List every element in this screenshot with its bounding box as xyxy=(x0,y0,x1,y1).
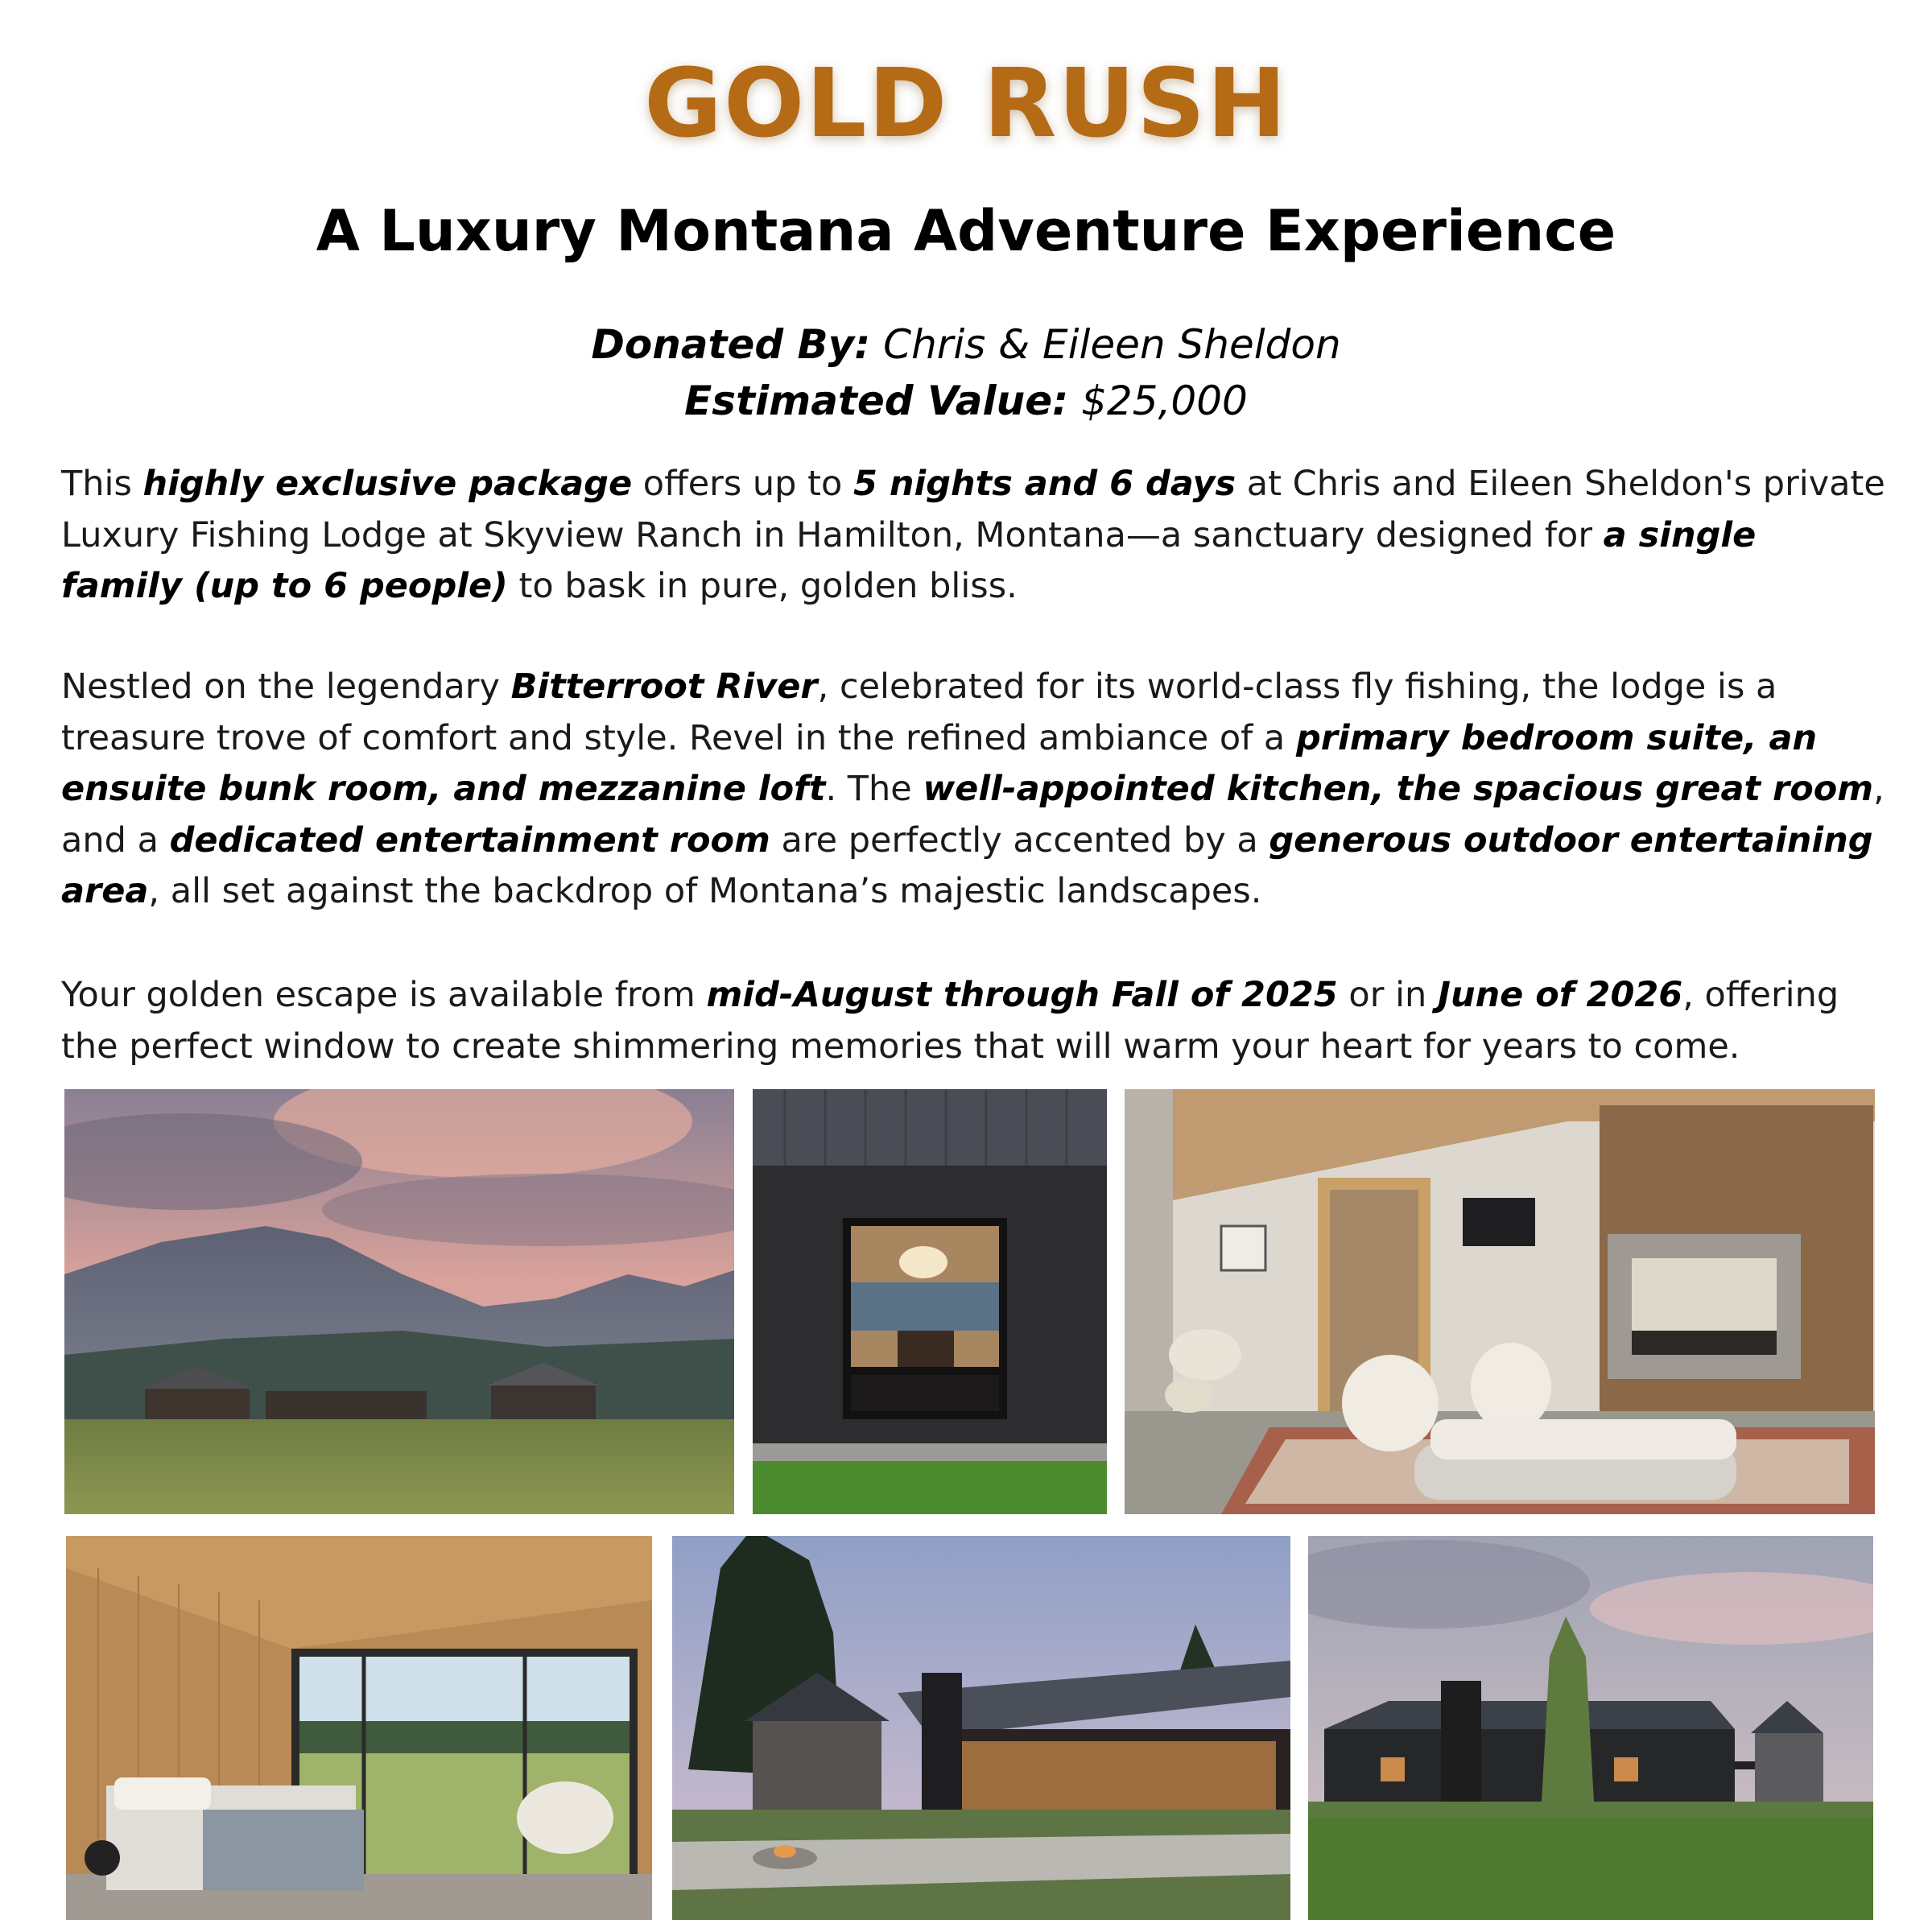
estimated-value-line xyxy=(0,373,1932,429)
great-room-fireplace-photo xyxy=(1125,1089,1875,1514)
donor-names: Chris & Eileen Sheldon xyxy=(883,321,1341,368)
text-run: to bask in pure, golden bliss. xyxy=(507,566,1018,606)
emphasis-run: June of 2026 xyxy=(1437,975,1683,1015)
text-run: . The xyxy=(825,769,923,809)
page-title: GOLD RUSH xyxy=(644,47,1288,159)
text-run: , offering the perfect window to create shimmering memories that will warm your heart for years to come. xyxy=(61,975,1839,1067)
availability-paragraph xyxy=(61,970,1889,1072)
donated-by-line xyxy=(0,316,1932,373)
mountain-lodge-sunset-photo xyxy=(64,1089,734,1514)
lodge-paragraph xyxy=(61,662,1889,918)
donated-by-label: Donated By: xyxy=(591,321,871,368)
exterior-window-dining-photo xyxy=(753,1089,1107,1514)
text-run: Nestled on the legendary xyxy=(61,667,511,707)
emphasis-run: 5 nights and 6 days xyxy=(853,464,1236,504)
page-subtitle: A Luxury Montana Adventure Experience xyxy=(316,198,1616,264)
text-run: Your golden escape is available from xyxy=(61,975,707,1015)
emphasis-run: generous outdoor entertaining area xyxy=(61,819,1873,911)
emphasis-run: mid-August through Fall of 2025 xyxy=(706,975,1338,1015)
emphasis-run: primary bedroom suite, an ensuite bunk room, and mezzanine loft xyxy=(61,717,1818,809)
emphasis-run: dedicated entertainment room xyxy=(169,819,770,861)
emphasis-run: highly exclusive package xyxy=(142,464,633,504)
bedroom-window-view-photo xyxy=(66,1536,652,1920)
emphasis-run: a single family (up to 6 people) xyxy=(61,514,1757,606)
text-run: This xyxy=(61,464,143,504)
donation-info xyxy=(0,316,1932,429)
emphasis-run: well-appointed kitchen, the spacious great room xyxy=(923,769,1874,809)
text-run: offers up to xyxy=(632,464,853,504)
estimated-value-label: Estimated Value: xyxy=(684,378,1069,424)
text-run: or in xyxy=(1337,975,1438,1015)
text-run: , and a xyxy=(61,769,1885,861)
package-paragraph xyxy=(61,459,1889,613)
emphasis-run: Bitterroot River xyxy=(510,667,818,707)
text-run: at Chris and Eileen Sheldon's private Luxury Fishing Lodge at Skyview Ranch in Hamilton, Montana—a sanctuary designed for xyxy=(61,464,1885,555)
text-run: , all set against the backdrop of Montana’s majestic landscapes. xyxy=(148,871,1262,911)
lodge-meadow-exterior-photo xyxy=(1308,1536,1873,1920)
patio-firepit-dusk-photo xyxy=(672,1536,1290,1920)
estimated-value-amount: $25,000 xyxy=(1081,378,1248,424)
text-run: , celebrated for its world-class fly fishing, the lodge is a treasure trove of comfort and style. Revel in the refined ambiance of a xyxy=(61,667,1777,758)
text-run: are perfectly accented by a xyxy=(770,819,1269,861)
